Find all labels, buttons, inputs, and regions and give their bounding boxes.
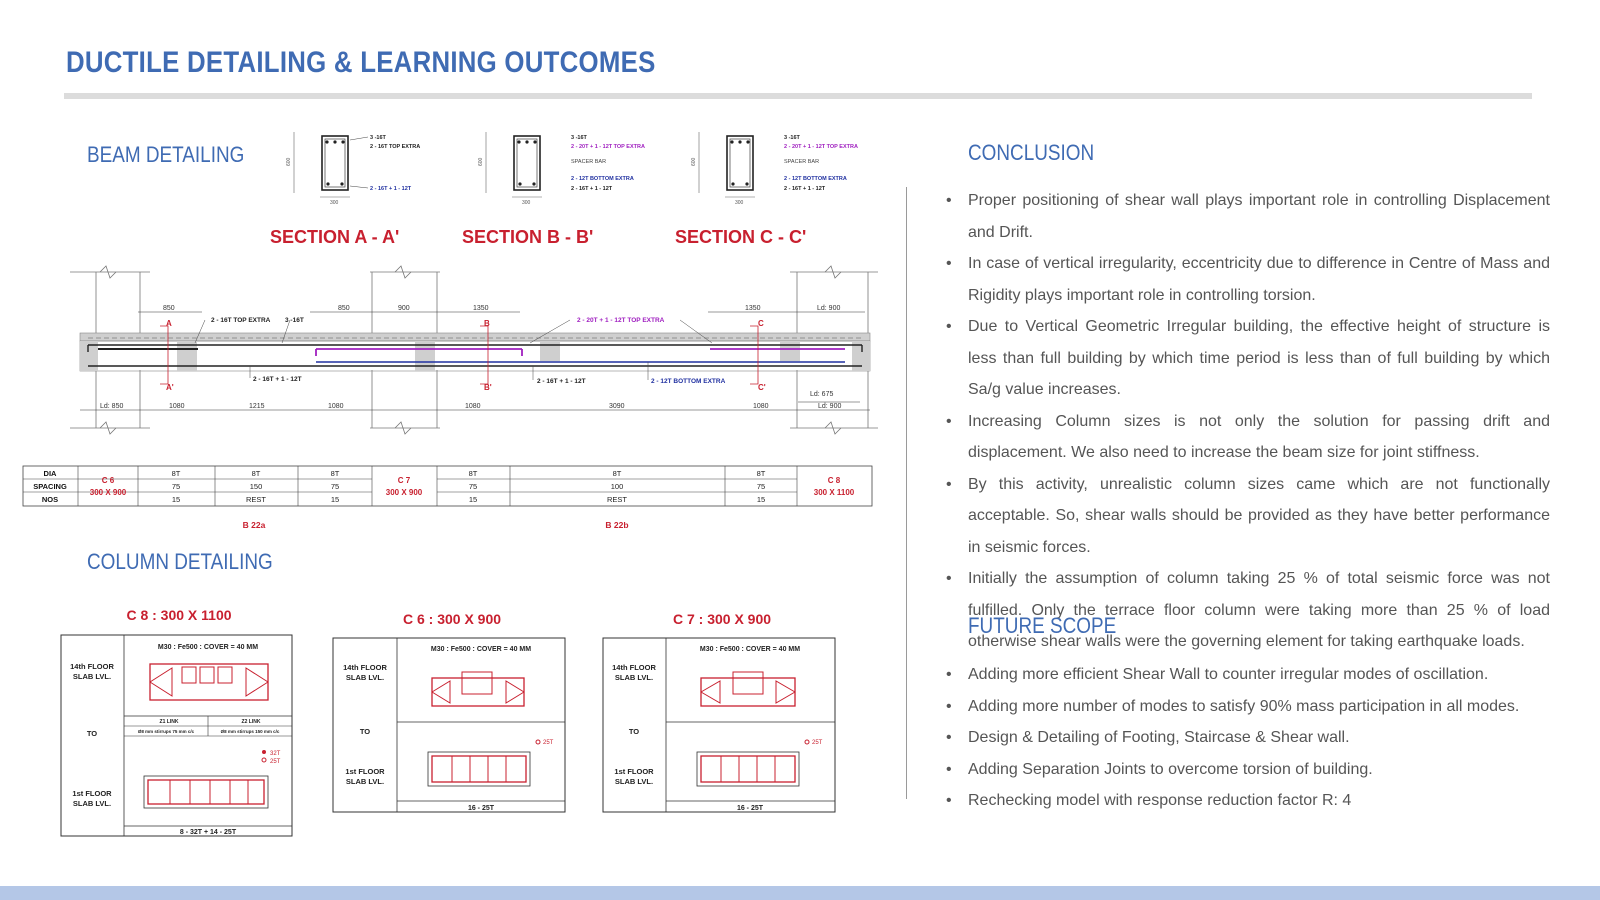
- column-c8-floor-top: 14th FLOOR: [70, 662, 114, 671]
- beam-section-c: [691, 132, 858, 206]
- column-detailing-heading: COLUMN DETAILING: [87, 549, 273, 574]
- drawing-label: SLAB LVL.: [345, 777, 385, 786]
- list-item: • Due to Vertical Geometric Irregular building, the effective height of structure is less than full building by which time period is less than of full building by which Sa/g value increases.: [946, 311, 1550, 406]
- list-item: • Design & Detailing of Footing, Staircase & Shear wall.: [946, 722, 1550, 754]
- column-c6-spec: M30 : Fe500 : COVER = 40 MM: [430, 646, 532, 653]
- section-a-bottom-label: 2 - 16T + 1 - 12T: [370, 186, 412, 192]
- column-c8-z2-note: Ø8 mm stirrups 150 mm c/c: [220, 729, 280, 734]
- section-c-depth: 600: [691, 157, 697, 166]
- list-item: • In case of vertical irregularity, eccentricity due to difference in Centre of Mass and Rigidity plays important role in controlling torsion.: [946, 248, 1550, 311]
- drawing-label: SLAB LVL.: [72, 672, 112, 681]
- drawing-label: SLAB LVL.: [345, 673, 385, 682]
- table-cell: 8T: [330, 469, 340, 478]
- callout-top-bars: 3 -16T: [285, 317, 304, 324]
- conclusion-heading: CONCLUSION: [968, 140, 1095, 165]
- table-c8-size: 300 X 1100: [813, 488, 855, 497]
- cut-mark-b: B: [484, 319, 490, 328]
- section-a-title: SECTION A - A': [270, 227, 400, 247]
- table-c8-name: C 8: [827, 476, 841, 485]
- callout-bottom-a: 2 - 16T + 1 - 12T: [253, 376, 302, 383]
- column-c8-title: C 8 : 300 X 1100: [126, 607, 232, 623]
- table-cell: 8T: [612, 469, 622, 478]
- column-detail-c6: [333, 611, 565, 812]
- table-cell: 75: [468, 482, 478, 491]
- section-b-title: SECTION B - B': [462, 227, 594, 247]
- column-divider: [906, 187, 907, 799]
- list-item: • By this activity, unrealistic column sizes came which are not functionally acceptable. So, shear walls should be provided as they have better performance in seismic forces.: [946, 469, 1550, 564]
- table-cell: 15: [468, 495, 478, 504]
- footer-bar: [0, 886, 1600, 900]
- column-c6-to: TO: [359, 727, 371, 736]
- list-item: • Proper positioning of shear wall plays important role in controlling Displacement and Drift.: [946, 185, 1550, 248]
- section-b-spacer-label: SPACER BAR: [571, 159, 607, 165]
- top-dim-6: Ld: 900: [817, 305, 841, 312]
- list-item: • Increasing Column sizes is not only the solution for passing drift and displacement. We also need to increase the beam size for joint stiffness.: [946, 406, 1550, 469]
- column-c7-spec: M30 : Fe500 : COVER = 40 MM: [699, 646, 801, 653]
- ld-675-dim: Ld: 675: [810, 391, 834, 398]
- beam-label-b22a: B 22a: [242, 520, 266, 530]
- table-label-spacing: SPACING: [33, 482, 67, 491]
- section-a-depth: 600: [286, 157, 292, 166]
- top-dim-5: 1350: [745, 305, 761, 312]
- section-c-width: 300: [735, 200, 744, 206]
- table-cell: 8T: [468, 469, 478, 478]
- bottom-dim-7: 1080: [753, 403, 769, 410]
- beam-elevation: [70, 266, 878, 434]
- column-c8-z1: Z1 LINK: [159, 719, 179, 725]
- list-item: • Adding more number of modes to satisfy 90% mass participation in all modes.: [946, 691, 1550, 723]
- bottom-dim-4: 1080: [328, 403, 344, 410]
- bottom-dim-5: 1080: [465, 403, 481, 410]
- list-item: • Adding more efficient Shear Wall to counter irregular modes of oscillation.: [946, 659, 1550, 691]
- column-c8-bars: 8 - 32T + 14 - 25T: [179, 829, 237, 836]
- section-b-top-label: 3 -16T: [571, 135, 587, 141]
- section-c-bottom-extra-label: 2 - 12T BOTTOM EXTRA: [784, 176, 847, 182]
- table-cell: REST: [606, 495, 628, 504]
- drawing-label: SLAB LVL.: [614, 777, 654, 786]
- table-cell: 8T: [756, 469, 766, 478]
- stirrup-schedule-table: [23, 466, 872, 530]
- section-b-depth: 600: [478, 157, 484, 166]
- bottom-dim-2: 1080: [169, 403, 185, 410]
- table-label-dia: DIA: [43, 469, 57, 478]
- callout-bottom-extra: 2 - 12T BOTTOM EXTRA: [651, 378, 726, 385]
- table-cell: 15: [756, 495, 766, 504]
- section-c-extra-label: 2 - 20T + 1 - 12T TOP EXTRA: [784, 144, 858, 150]
- conclusion-list: [946, 185, 1550, 658]
- top-dim-2: 850: [338, 305, 350, 312]
- callout-bottom-b: 2 - 16T + 1 - 12T: [537, 378, 586, 385]
- table-c6-size: 300 X 900: [89, 488, 127, 497]
- table-cell: REST: [245, 495, 267, 504]
- bottom-dim-8: Ld: 900: [818, 403, 842, 410]
- cut-mark-c-prime: C': [758, 383, 766, 392]
- cut-mark-b-prime: B': [484, 383, 492, 392]
- bottom-dim-3: 1215: [249, 403, 265, 410]
- table-cell: 8T: [251, 469, 261, 478]
- table-c7-name: C 7: [397, 476, 411, 485]
- column-detail-c8: [61, 607, 292, 836]
- table-c7-size: 300 X 900: [385, 488, 423, 497]
- list-item: • Initially the assumption of column taking 25 % of total seismic force was not fulfilled. Only the terrace floor column were taking more than 25 % of load otherwise shear walls were the governing element for taking earthquake loads.: [946, 563, 1550, 658]
- beam-detailing-heading: BEAM DETAILING: [87, 142, 245, 167]
- list-item: • Adding Separation Joints to overcome torsion of building.: [946, 754, 1550, 786]
- section-a-width: 300: [330, 200, 339, 206]
- section-c-bottom-label: 2 - 16T + 1 - 12T: [784, 186, 826, 192]
- section-c-spacer-label: SPACER BAR: [784, 159, 820, 165]
- bottom-dim-6: 3090: [609, 403, 625, 410]
- table-cell: 15: [330, 495, 340, 504]
- section-c-title: SECTION C - C': [675, 227, 807, 247]
- column-c7-title: C 7 : 300 X 900: [672, 611, 772, 627]
- column-c8-z2: Z2 LINK: [241, 719, 261, 725]
- table-c6-name: C 6: [101, 476, 115, 485]
- top-dim-4: 1350: [473, 305, 489, 312]
- drawing-label: 14th FLOOR: [612, 663, 656, 672]
- drawing-label: 1st FLOOR: [345, 767, 385, 776]
- cut-mark-c: C: [758, 319, 764, 328]
- section-a-top-label: 3 -16T: [370, 135, 386, 141]
- column-c7-to: TO: [628, 727, 640, 736]
- drawing-label: 1st FLOOR: [614, 767, 654, 776]
- bottom-dim-1: Ld: 850: [100, 403, 124, 410]
- future-scope-list: [946, 659, 1550, 817]
- top-dim-1: 850: [163, 305, 175, 312]
- table-cell: 75: [756, 482, 766, 491]
- column-c6-legend-25t: 25T: [543, 740, 554, 746]
- section-b-width: 300: [522, 200, 531, 206]
- column-c8-to: TO: [86, 729, 98, 738]
- section-a-extra-label: 2 - 16T TOP EXTRA: [370, 144, 421, 150]
- future-scope-heading: FUTURE SCOPE: [968, 613, 1117, 638]
- beam-label-b22b: B 22b: [605, 520, 629, 530]
- table-label-nos: NOS: [41, 495, 59, 504]
- table-cell: 100: [610, 482, 624, 491]
- drawing-label: 14th FLOOR: [343, 663, 387, 672]
- callout-top-extra-a: 2 - 16T TOP EXTRA: [211, 317, 271, 324]
- column-c8-z1-note: Ø8 mm stirrups 75 mm c/c: [137, 729, 195, 734]
- callout-top-extra-b: 2 - 20T + 1 - 12T TOP EXTRA: [577, 317, 665, 324]
- table-cell: 75: [330, 482, 340, 491]
- section-b-extra-label: 2 - 20T + 1 - 12T TOP EXTRA: [571, 144, 645, 150]
- column-c8-floor-bottom: 1st FLOOR: [72, 789, 112, 798]
- table-cell: 150: [249, 482, 263, 491]
- table-cell: 8T: [171, 469, 181, 478]
- column-detail-c7: [603, 611, 835, 812]
- table-cell: 15: [171, 495, 181, 504]
- drawing-label: SLAB LVL.: [72, 799, 112, 808]
- column-c8-legend-25t: 25T: [270, 759, 281, 765]
- section-b-bottom-extra-label: 2 - 12T BOTTOM EXTRA: [571, 176, 634, 182]
- top-dim-3: 900: [398, 305, 410, 312]
- column-c8-spec: M30 : Fe500 : COVER = 40 MM: [157, 644, 259, 651]
- list-item: • Rechecking model with response reduction factor R: 4: [946, 785, 1550, 817]
- column-c7-bars: 16 - 25T: [736, 805, 764, 812]
- column-c6-bars: 16 - 25T: [467, 805, 495, 812]
- column-c7-legend-25t: 25T: [812, 740, 823, 746]
- page-title: DUCTILE DETAILING & LEARNING OUTCOMES: [66, 46, 656, 79]
- drawing-label: SLAB LVL.: [614, 673, 654, 682]
- beam-section-a: [286, 132, 420, 206]
- column-c6-title: C 6 : 300 X 900: [402, 611, 502, 627]
- cut-mark-a: A: [166, 319, 172, 328]
- column-c8-legend-32t: 32T: [270, 751, 281, 757]
- cut-mark-a-prime: A': [166, 383, 174, 392]
- beam-section-b: [478, 132, 645, 206]
- section-c-top-label: 3 -16T: [784, 135, 800, 141]
- section-b-bottom-label: 2 - 16T + 1 - 12T: [571, 186, 613, 192]
- table-cell: 75: [171, 482, 181, 491]
